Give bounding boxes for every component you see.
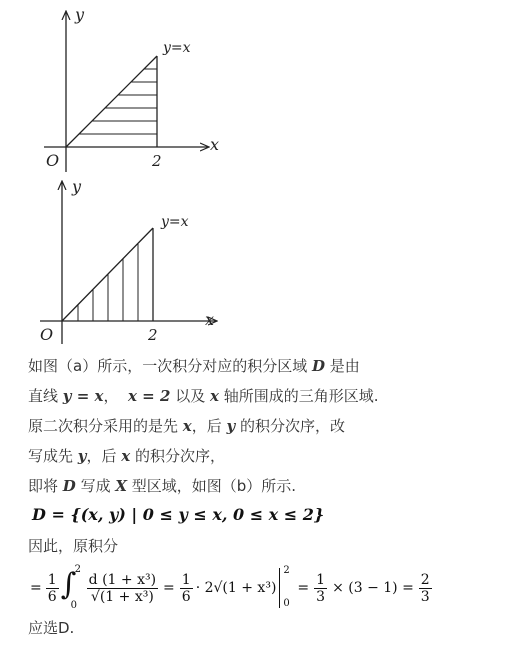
x-axis-label-a: x: [210, 135, 220, 154]
y-axis-label-a: y: [75, 5, 85, 24]
origin-label-b: O: [40, 325, 54, 344]
line-y-eq-x-a: [66, 56, 157, 147]
figure-a: [0, 0, 260, 178]
horizontal-hatching: [79, 69, 157, 134]
answer-line: 应选D.: [28, 619, 75, 637]
origin-label-a: O: [46, 151, 60, 170]
integral-sign: ∫ 2 0: [60, 564, 82, 611]
x-axis-label-b: x: [205, 310, 215, 329]
text-line-4: 写成先 y，后 x 的积分次序，: [28, 447, 226, 465]
text-line-2: 直线 y = x， x = 2 以及 x 轴所围成的三角形区域.: [28, 387, 379, 405]
x-tick-label-b: 2: [148, 326, 158, 344]
vertical-hatching: [78, 244, 138, 321]
evaluation-bar: 2 0: [279, 568, 292, 608]
text-line-7: 因此，原积分: [28, 537, 119, 555]
text-line-3: 原二次积分采用的是先 x，后 y 的积分次序，改: [28, 417, 346, 435]
y-axis-label-b: y: [72, 178, 82, 196]
text-line-1: 如图（a）所示，一次积分对应的积分区域 D 是由: [28, 357, 360, 375]
curve-label-b: y=x: [161, 214, 189, 230]
integral-formula: = $\frac{1}{6}$ ∫ 2 0 $\frac{\text{d (1 + x³)}}{\text{√(1 + x³)}}$ = $\frac{1}{6}$ · 2√(1 + x³) 2 0 = $\frac{1}{3}$ × (3 − 1) = $\frac{2}{3}$: [30, 564, 430, 611]
figure-b: [0, 178, 260, 350]
x-tick-label-a: 2: [152, 152, 162, 170]
curve-label-a: y=x: [163, 40, 191, 56]
domain-formula: D = {(x, y) | 0 ≤ y ≤ x, 0 ≤ x ≤ 2}: [32, 505, 325, 524]
text-line-5: 即将 D 写成 X 型区域，如图（b）所示.: [28, 477, 297, 495]
